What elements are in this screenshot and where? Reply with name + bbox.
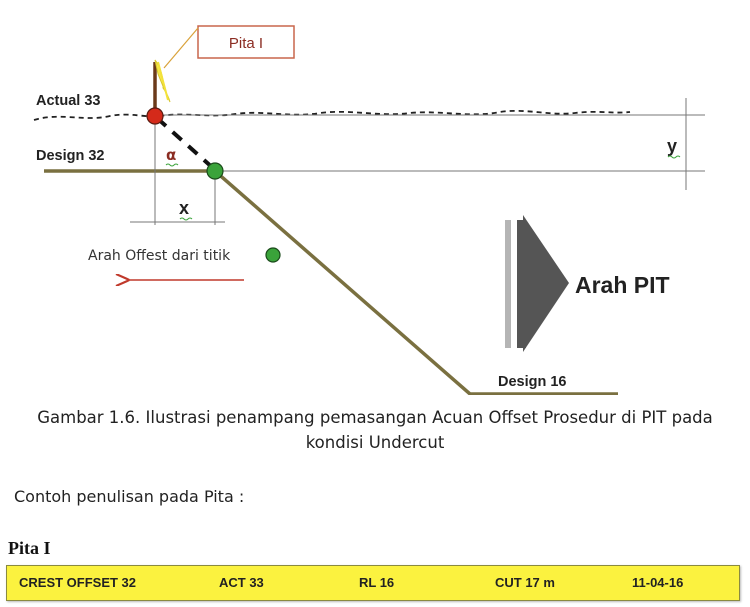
y-label: y	[667, 136, 678, 156]
x-label: x	[179, 198, 190, 218]
pita-field-cut: CUT 17 m	[495, 575, 555, 590]
pit-direction-arrow	[505, 215, 569, 352]
caption-line-2: kondisi Undercut	[305, 433, 445, 452]
pita-field-crest-offset: CREST OFFSET 32	[19, 575, 137, 590]
y-label-underline	[668, 156, 680, 158]
offset-direction-label: Arah Offest dari titik	[88, 248, 231, 264]
caption-line-1: Gambar 1.6. Ilustrasi penampang pemasangan Acuan Offset Prosedur di PIT pada	[37, 408, 713, 427]
x-label-underline	[180, 218, 192, 220]
pit-direction-label: Arah PIT	[575, 272, 670, 298]
pita-field-rl: RL 16	[359, 575, 395, 590]
design-top-label: Design 32	[36, 148, 105, 164]
callout-pointer	[164, 28, 198, 68]
pita-ribbon-strip	[6, 565, 740, 601]
pita-callout	[164, 26, 294, 68]
alpha-label: α	[166, 146, 177, 164]
pit-arrow-head-icon	[523, 215, 569, 352]
actual-label: Actual 33	[36, 93, 101, 109]
alpha-underline	[166, 164, 178, 166]
example-text: Contoh penulisan pada Pita :	[14, 487, 245, 506]
design-point-green	[207, 163, 223, 179]
stake-with-ribbon	[155, 60, 170, 115]
figure-caption	[0, 405, 750, 455]
design-bottom-label: Design 16	[498, 374, 567, 390]
offset-origin-point-icon	[266, 248, 280, 262]
pita-title: Pita I	[8, 538, 51, 558]
actual-point-red	[147, 108, 163, 124]
pita-callout-label: Pita I	[228, 35, 264, 52]
pit-arrow-bar	[505, 220, 511, 348]
pita-field-date: 11-04-16	[632, 575, 684, 590]
pita-field-actual: ACT 33	[219, 575, 264, 590]
